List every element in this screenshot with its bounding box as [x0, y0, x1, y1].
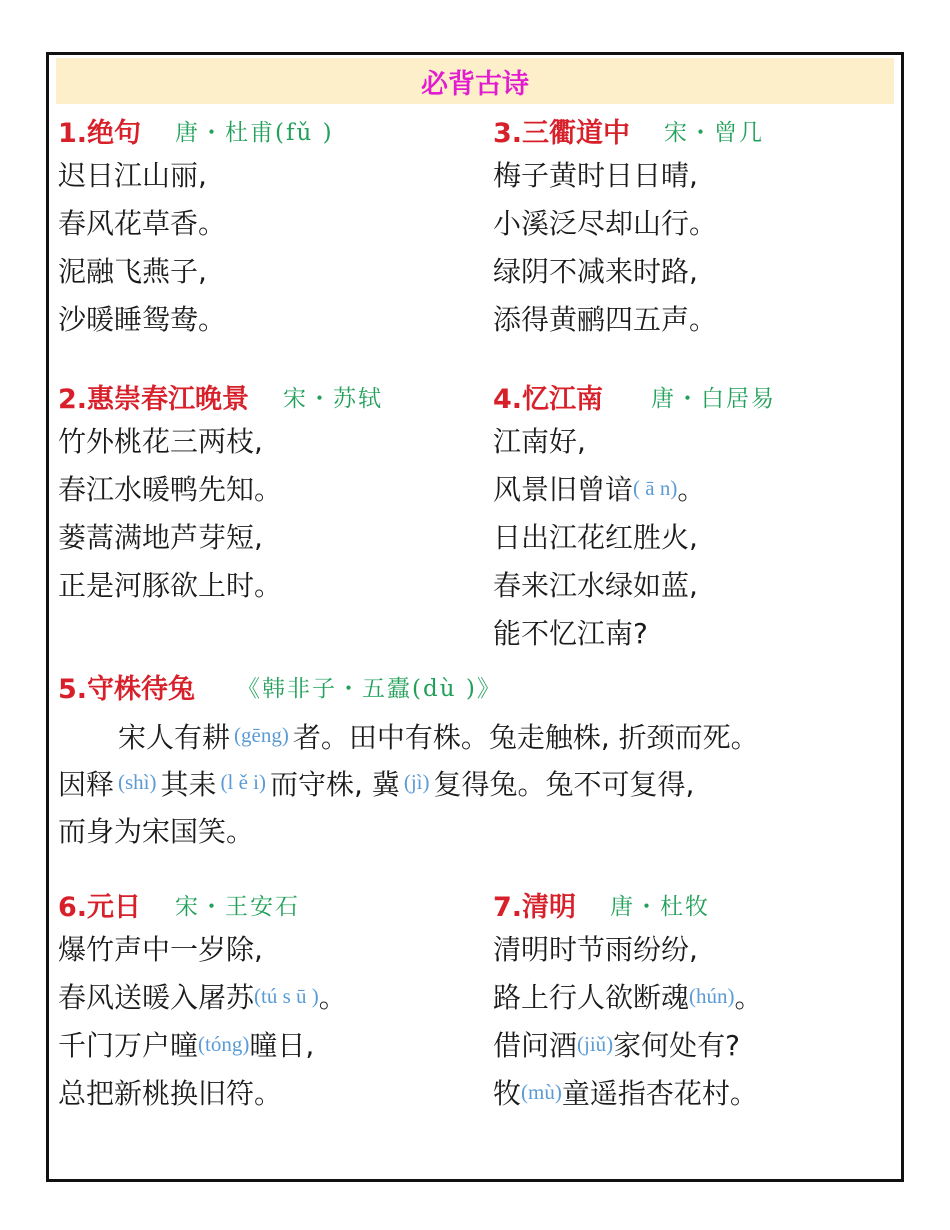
- poem-header: [493, 110, 764, 150]
- poem-line: 蒌蒿满地芦芽短,: [58, 521, 263, 554]
- line-text: 家何处有?: [613, 1029, 741, 1062]
- poem-title: 5.守株待兔: [58, 673, 196, 705]
- poem-line: [493, 1068, 763, 1116]
- poem-header: [58, 884, 347, 924]
- poem-line: 正是河豚欲上时。: [58, 569, 283, 602]
- poem-title: 1.绝句: [58, 117, 142, 149]
- pinyin-annotation: (tóng): [198, 1031, 250, 1056]
- poem-line: 添得黄鹂四五声。: [493, 303, 718, 336]
- line-text: 而身为宋国笑。: [58, 814, 255, 848]
- poem-header: [58, 110, 334, 150]
- poem-line: [58, 1068, 347, 1116]
- poem-line: 泥融飞燕子,: [58, 255, 207, 288]
- line-text: 春风送暖入屠苏: [58, 981, 255, 1014]
- poem-header: [58, 376, 383, 416]
- line-text: 童遥指杏花村。: [561, 1077, 758, 1110]
- poem-1: [58, 110, 334, 342]
- poem-line: 梅子黄时日日晴,: [493, 159, 698, 192]
- line-text: 而守株, 冀: [270, 767, 400, 801]
- prose-line: [58, 806, 894, 853]
- poem-2: [58, 376, 383, 608]
- line-text: 清明时节雨纷纷,: [493, 933, 698, 966]
- line-text: 能不忆江南?: [493, 617, 648, 650]
- line-text: 因释: [58, 767, 115, 801]
- poem-author: 宋・苏轼: [283, 385, 384, 412]
- poem-line: [493, 464, 776, 512]
- poem-line: 春风花草香。: [58, 207, 227, 240]
- line-text: 千门万户曈: [58, 1029, 199, 1062]
- line-text: 牧: [493, 1077, 522, 1110]
- prose-text: [58, 712, 894, 853]
- poem-line: [493, 560, 776, 608]
- line-text: 。: [677, 473, 706, 506]
- poem-line: [493, 924, 763, 972]
- line-text: 借问酒: [493, 1029, 578, 1062]
- line-text: 日出江花红胜火,: [493, 521, 698, 554]
- page-title: 必背古诗: [421, 68, 529, 100]
- line-text: 路上行人欲断魂: [493, 981, 690, 1014]
- poem-title: 3.三衢道中: [493, 117, 631, 149]
- poem-7: [493, 884, 763, 1116]
- line-text: 曈日,: [249, 1029, 315, 1062]
- poem-line: 迟日江山丽,: [58, 159, 207, 192]
- pinyin-annotation: ( ā n): [633, 475, 678, 500]
- line-text: 爆竹声中一岁除,: [58, 933, 263, 966]
- prose-line: [58, 759, 894, 806]
- pinyin-annotation: (shì): [118, 770, 157, 794]
- poem-author: 唐・杜甫(fǔ ): [175, 119, 334, 146]
- poem-author: 唐・杜牧: [610, 893, 711, 920]
- prose-line: [58, 712, 894, 759]
- pinyin-annotation: (l ě i): [220, 770, 267, 794]
- line-text: 复得兔。兔不可复得,: [433, 767, 695, 801]
- poem-author: 宋・曾几: [664, 119, 765, 146]
- line-text: 江南好,: [493, 425, 586, 458]
- poem-4: [493, 376, 776, 656]
- poem-author: 《韩非子・五蠹(dù )》: [237, 675, 502, 702]
- line-text: 。: [318, 981, 347, 1014]
- poem-line: [493, 1020, 763, 1068]
- poem-line: 小溪泛尽却山行。: [493, 207, 718, 240]
- poem-header: [493, 884, 763, 924]
- poem-line: [493, 512, 776, 560]
- poem-line: [493, 416, 776, 464]
- poem-author: 宋・王安石: [175, 893, 301, 920]
- pinyin-annotation: (hún): [689, 983, 735, 1008]
- poem-line: 沙暖睡鸳鸯。: [58, 303, 227, 336]
- pinyin-annotation: (mù): [521, 1079, 562, 1104]
- poem-3: [493, 110, 764, 342]
- poem-title: 7.清明: [493, 891, 577, 923]
- poem-line: 绿阴不减来时路,: [493, 255, 698, 288]
- line-text: 春来江水绿如蓝,: [493, 569, 698, 602]
- poem-line: [493, 608, 776, 656]
- line-text: 者。田中有株。兔走触株, 折颈而死。: [292, 720, 759, 754]
- pinyin-annotation: (jiǔ): [577, 1031, 614, 1056]
- poem-line: [58, 924, 347, 972]
- poem-title: 2.惠崇春江晚景: [58, 383, 250, 415]
- line-text: 总把新桃换旧符。: [58, 1077, 283, 1110]
- poem-line: 竹外桃花三两枝,: [58, 425, 263, 458]
- line-text: 宋人有耕: [118, 720, 231, 754]
- poem-line: [58, 972, 347, 1020]
- poem-line: [493, 972, 763, 1020]
- title-banner: [56, 58, 894, 104]
- poem-title: 4.忆江南: [493, 383, 604, 415]
- poem-6: [58, 884, 347, 1116]
- poem-line: 春江水暖鸭先知。: [58, 473, 283, 506]
- line-text: 其耒: [160, 767, 217, 801]
- pinyin-annotation: (jì): [403, 770, 430, 794]
- pinyin-annotation: (tú s ū ): [254, 983, 319, 1008]
- poem-header: [58, 666, 502, 706]
- poem-line: [58, 1020, 347, 1068]
- line-text: 。: [734, 981, 763, 1014]
- poem-5: [58, 666, 502, 706]
- pinyin-annotation: (gēng): [234, 723, 289, 747]
- poem-title: 6.元日: [58, 891, 142, 923]
- line-text: 风景旧曾谙: [493, 473, 634, 506]
- poem-author: 唐・白居易: [651, 385, 777, 412]
- poem-header: [493, 376, 776, 416]
